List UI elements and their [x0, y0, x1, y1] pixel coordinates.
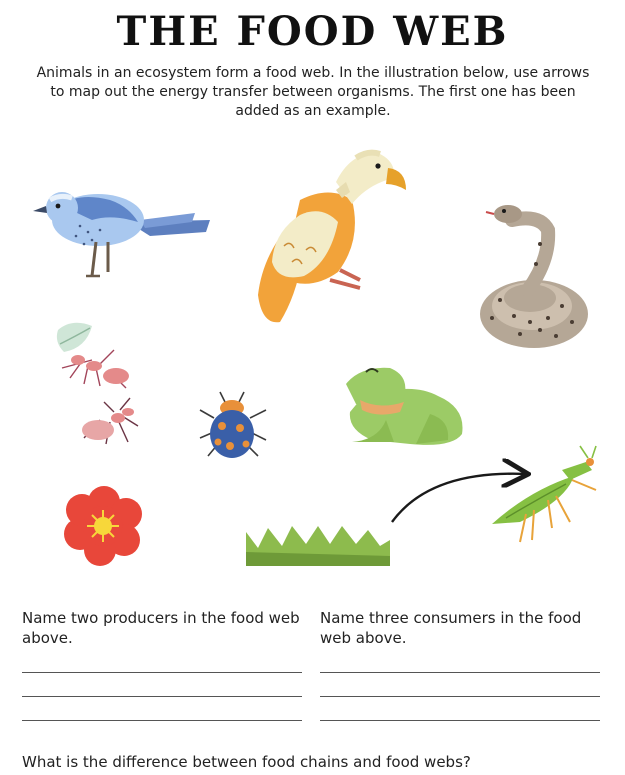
answer-line-producers-3[interactable]	[22, 720, 302, 721]
answer-line-consumers-3[interactable]	[320, 720, 600, 721]
answer-line-producers-1[interactable]	[22, 672, 302, 673]
question-consumers: Name three consumers in the food web above.	[320, 609, 582, 647]
answer-line-consumers-1[interactable]	[320, 672, 600, 673]
snake-illustration	[480, 205, 588, 348]
answer-line-consumers-2[interactable]	[320, 696, 600, 697]
question-difference: What is the difference between food chains and food webs?	[22, 753, 471, 771]
page-title: THE FOOD WEB	[116, 8, 509, 55]
intro-text: Animals in an ecosystem form a food web. In the illustration below, use arrows to map out the energy transfer between organisms. The first one has been added as an example.	[36, 65, 590, 119]
bird-illustration	[33, 192, 210, 276]
ants-illustration	[57, 323, 138, 444]
grass-illustration	[246, 526, 390, 566]
grasshopper-illustration	[492, 446, 596, 542]
flower-illustration	[64, 486, 142, 566]
eagle-illustration	[258, 153, 406, 323]
beetle-illustration	[200, 392, 266, 458]
frog-illustration	[346, 368, 463, 445]
answer-line-producers-2[interactable]	[22, 696, 302, 697]
question-producers: Name two producers in the food web above.	[22, 609, 300, 647]
